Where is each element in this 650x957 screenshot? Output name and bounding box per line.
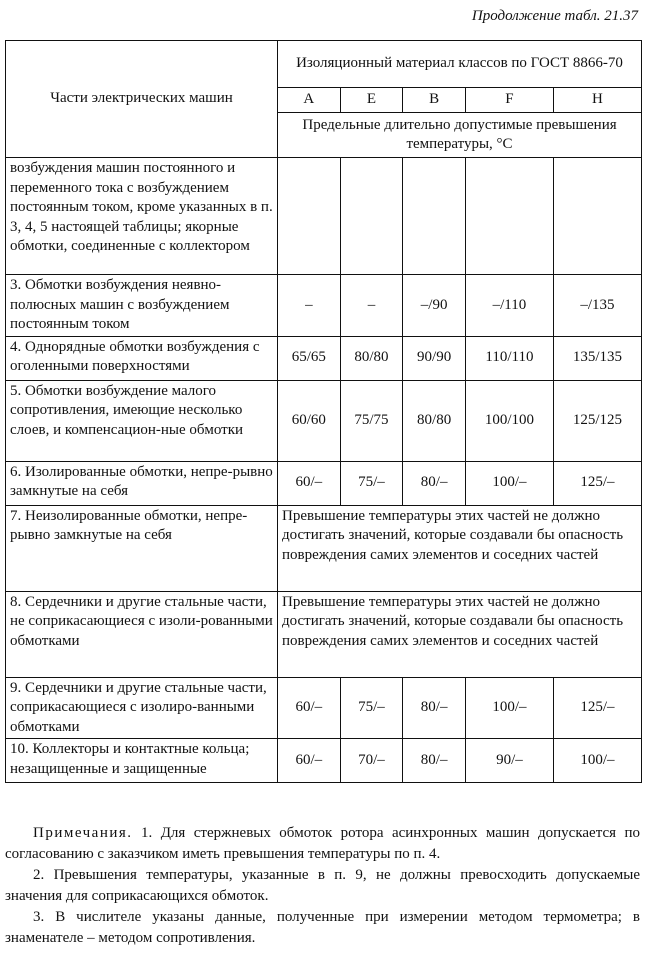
header-limit: Предельные длительно допустимые превышения температуры, °С bbox=[278, 113, 642, 158]
temperature-limits-table bbox=[5, 40, 642, 783]
row-value-a: 60/– bbox=[278, 461, 341, 505]
row-value-f: 110/110 bbox=[465, 336, 553, 380]
row-merged-note: Превышение температуры этих частей не должно достигать значений, которые создавали бы опасность повреждения самих элементов и соседних частей bbox=[278, 591, 642, 677]
header-class-a: A bbox=[278, 88, 341, 113]
header-class-f: F bbox=[465, 88, 553, 113]
table-row bbox=[6, 677, 642, 739]
row-value-h: 100/– bbox=[553, 739, 641, 783]
row-merged-note: Превышение температуры этих частей не должно достигать значений, которые создавали бы опасность повреждения самих элементов и соседних частей bbox=[278, 505, 642, 591]
row-part-name: 8. Сердечники и другие стальные части, не соприкасающиеся с изоли-рованными обмотками bbox=[6, 591, 278, 677]
row-part-name: возбуждения машин постоянного и переменного тока с возбуждением постоянным током, кроме указанных в п. 3, 4, 5 настоящей таблицы; якорные обмотки, соединенные с коллектором bbox=[6, 158, 278, 275]
row-value-e: – bbox=[340, 275, 403, 337]
row-value-f: 100/– bbox=[465, 461, 553, 505]
notes bbox=[5, 823, 640, 949]
row-part-name: 5. Обмотки возбуждение малого сопротивления, имеющие несколько слоев, и компенсацион-ные обмотки bbox=[6, 380, 278, 461]
table-row bbox=[6, 275, 642, 337]
row-value-e: 80/80 bbox=[340, 336, 403, 380]
row-value-h: 125/– bbox=[553, 461, 641, 505]
row-value-b: 80/– bbox=[403, 677, 466, 739]
row-value-e bbox=[340, 158, 403, 275]
table-row bbox=[6, 380, 642, 461]
header-class-h: H bbox=[553, 88, 641, 113]
row-value-a: 65/65 bbox=[278, 336, 341, 380]
row-value-a: 60/– bbox=[278, 739, 341, 783]
row-part-name: 4. Однорядные обмотки возбуждения с оголенными поверхностями bbox=[6, 336, 278, 380]
row-value-a: – bbox=[278, 275, 341, 337]
header-class-e: E bbox=[340, 88, 403, 113]
row-value-b: 90/90 bbox=[403, 336, 466, 380]
table-row bbox=[6, 461, 642, 505]
table-row bbox=[6, 336, 642, 380]
row-value-h: 135/135 bbox=[553, 336, 641, 380]
notes-title: Примечания. bbox=[33, 825, 133, 841]
row-value-a: 60/60 bbox=[278, 380, 341, 461]
row-value-e: 70/– bbox=[340, 739, 403, 783]
row-value-h: 125/– bbox=[553, 677, 641, 739]
row-part-name: 7. Неизолированные обмотки, непре-рывно замкнутые на себя bbox=[6, 505, 278, 591]
note-1 bbox=[5, 823, 640, 865]
row-value-a bbox=[278, 158, 341, 275]
row-value-b: –/90 bbox=[403, 275, 466, 337]
table-row bbox=[6, 505, 642, 591]
row-value-f: 100/– bbox=[465, 677, 553, 739]
row-value-h: 125/125 bbox=[553, 380, 641, 461]
note-3: 3. В числителе указаны данные, полученные при измерении методом термометра; в знаменателе – методом сопротивления. bbox=[5, 909, 640, 946]
row-value-b: 80/80 bbox=[403, 380, 466, 461]
table-row bbox=[6, 591, 642, 677]
row-value-e: 75/75 bbox=[340, 380, 403, 461]
row-part-name: 3. Обмотки возбуждения неявно-полюсных машин с возбуждением постоянным током bbox=[6, 275, 278, 337]
header-row-material bbox=[6, 41, 642, 88]
row-value-f: –/110 bbox=[465, 275, 553, 337]
header-parts: Части электрических машин bbox=[6, 41, 278, 158]
table-caption: Продолжение табл. 21.37 bbox=[471, 8, 638, 24]
header-class-b: B bbox=[403, 88, 466, 113]
header-material: Изоляционный материал классов по ГОСТ 8866-70 bbox=[278, 41, 642, 88]
row-value-a: 60/– bbox=[278, 677, 341, 739]
row-value-f: 90/– bbox=[465, 739, 553, 783]
row-value-h: –/135 bbox=[553, 275, 641, 337]
row-value-b bbox=[403, 158, 466, 275]
row-value-b: 80/– bbox=[403, 461, 466, 505]
row-value-e: 75/– bbox=[340, 677, 403, 739]
row-value-h bbox=[553, 158, 641, 275]
row-part-name: 10. Коллекторы и контактные кольца; незащищенные и защищенные bbox=[6, 739, 278, 783]
row-value-f: 100/100 bbox=[465, 380, 553, 461]
row-part-name: 9. Сердечники и другие стальные части, соприкасающиеся с изолиро-ванными обмотками bbox=[6, 677, 278, 739]
row-value-e: 75/– bbox=[340, 461, 403, 505]
row-part-name: 6. Изолированные обмотки, непре-рывно замкнутые на себя bbox=[6, 461, 278, 505]
table-row bbox=[6, 739, 642, 783]
row-value-b: 80/– bbox=[403, 739, 466, 783]
note-2: 2. Превышения температуры, указанные в п. 9, не должны превосходить допускаемые значения для соприкасающихся обмоток. bbox=[5, 867, 640, 904]
note-1-text: 1. Для стержневых обмоток ротора асинхронных машин допускается по согласованию с заказчиком иметь превышения температуры по п. 4. bbox=[5, 825, 640, 862]
table-row bbox=[6, 158, 642, 275]
row-value-f bbox=[465, 158, 553, 275]
